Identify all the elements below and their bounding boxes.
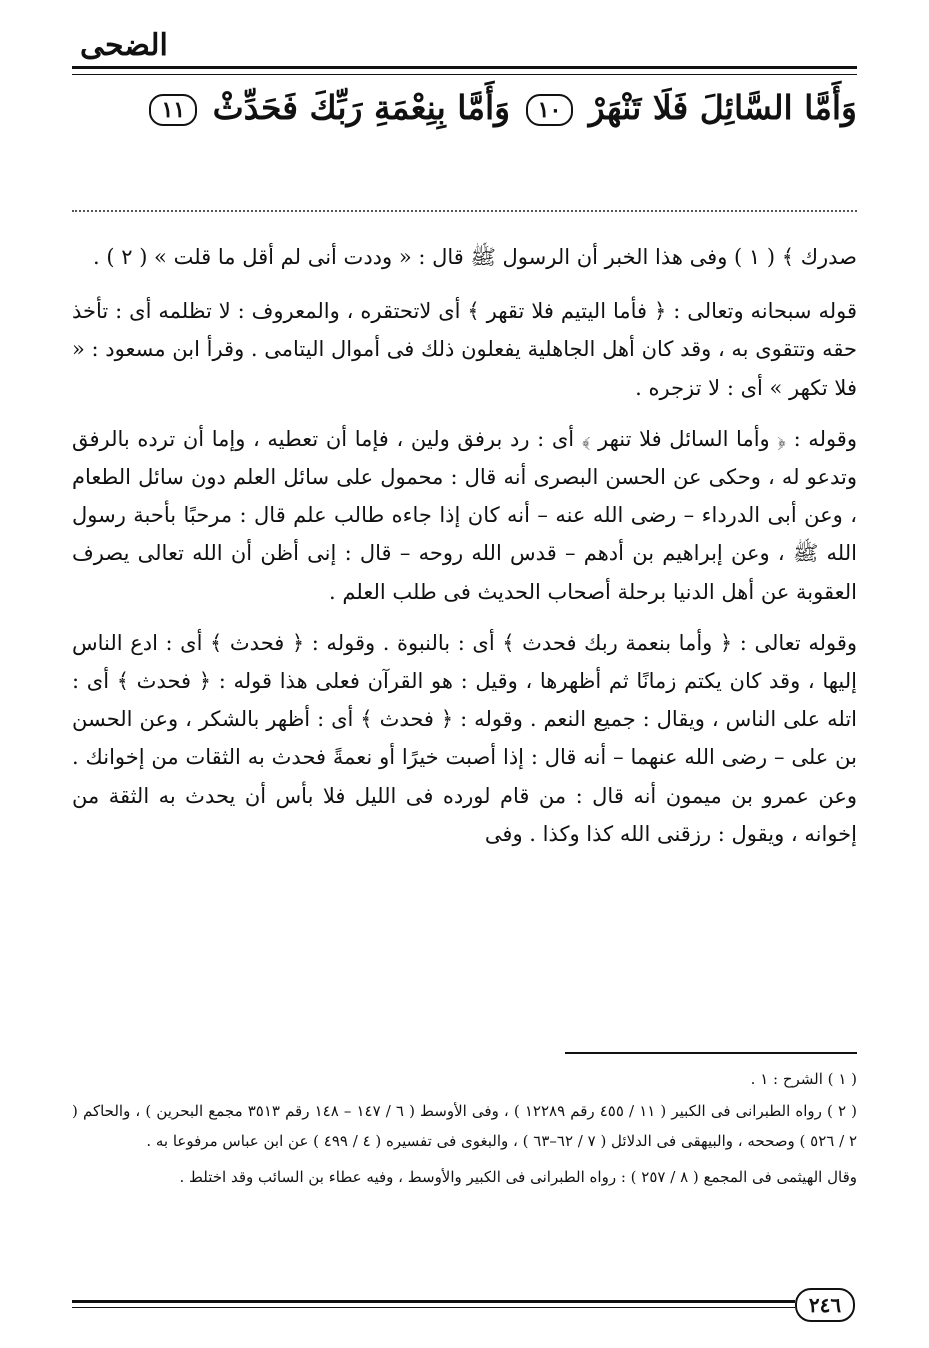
verse-separator-rule <box>72 210 857 212</box>
footnote: ( ٢ ) رواه الطبرانى فى الكبير ( ١١ / ٤٥٥ رقم ١٢٢٨٩ ) ، وفى الأوسط ( ٦ / ١٤٧ – ١٤٨ رقم ٣٥١٣ مجمع البحرين ) ، والحاكم ( ٢ / ٥٢٦ ) وصححه ، والبيهقى فى الدلائل ( ٧ / ٦٢–٦٣ ) ، والبغوى فى تفسيره ( ٤ / ٤٩٩ ) عن ابن عباس مرفوعا به . <box>72 1102 858 1150</box>
paragraph: قوله سبحانه وتعالى : ﴿ فأما اليتيم فلا تقهر ﴾ أى لاتحتقره ، والمعروف : لا تظلمه أى : تأخذ حقه وتتقوى به ، وقد كان أهل الجاهلية يفعلون ذلك فى أموال اليتامى . وقرأ ابن مسعود : « فلا تكهر » أى : لا تزجره . <box>72 299 857 400</box>
page-number: ٢٤٦ <box>795 1288 855 1322</box>
ayah-number-marker: ١١ <box>149 94 197 126</box>
paragraph: صدرك ﴾ ( ١ ) وفى هذا الخبر أن الرسول ﷺ قال : « وددت أنى لم أقل ما قلت » ( ٢ ) . <box>93 245 857 269</box>
ayah-number-marker: ١٠ <box>526 94 574 126</box>
footer-rule <box>72 1300 795 1308</box>
footnotes <box>72 1064 857 1194</box>
surah-title: الضحى <box>80 28 168 63</box>
verse-part-2: وَأَمَّا بِنِعْمَةِ رَبِّكَ فَحَدِّثْ <box>212 88 511 127</box>
footnote-separator <box>565 1052 857 1054</box>
header-rule <box>72 66 857 75</box>
paragraph: وقوله تعالى : ﴿ وأما بنعمة ربك فحدث ﴾ أى : بالنبوة . وقوله : ﴿ فحدث ﴾ أى : ادع الناس إليها ، وقد كان يكتم زمانًا ثم أظهرها ، وقيل : هو القرآن فعلى هذا قوله : ﴿ فحدث ﴾ أى : اتله على الناس ، ويقال : جميع النعم . وقوله : ﴿ فحدث ﴾ أى : أظهر بالشكر ، وعن الحسن بن على – رضى الله عنهما – أنه قال : إذا أصبت خيرًا أو نعمةً فحدث به الثقات من إخوانك . وعن عمرو بن ميمون أنه قال : من قام لورده فى الليل فلا بأس أن يحدث به الثقة من إخوانه ، ويقول : رزقنى الله كذا وكذا . وفى <box>72 630 858 846</box>
verse-part-1: وَأَمَّا السَّائِلَ فَلَا تَنْهَرْ <box>588 88 857 127</box>
commentary-body <box>72 238 857 866</box>
footnote: وقال الهيثمى فى المجمع ( ٨ / ٢٥٧ ) : رواه الطبرانى فى الكبير والأوسط ، وفيه عطاء بن السائب وقد اختلط . <box>179 1168 857 1186</box>
paragraph: وقوله : ﴿ وأما السائل فلا تنهر ﴾ أى : رد برفق ولين ، فإما أن تعطيه ، وإما أن ترده بالرفق وتدعو له ، وحكى عن الحسن البصرى أنه قال : محمول على سائل العلم دون سائل الطعام ، وعن أبى الدرداء – رضى الله عنه – أنه كان إذا جاءه طالب علم قال : مرحبًا بأحبة رسول الله ﷺ ، وعن إبراهيم بن أدهم – قدس الله روحه – قال : إنى أظن أن الله تعالى يصرف العقوبة عن أهل الدنيا برحلة أصحاب الحديث فى طلب العلم . <box>72 426 857 604</box>
quran-verse-line <box>72 88 857 127</box>
footnote: ( ١ ) الشرح : ١ . <box>750 1070 857 1088</box>
